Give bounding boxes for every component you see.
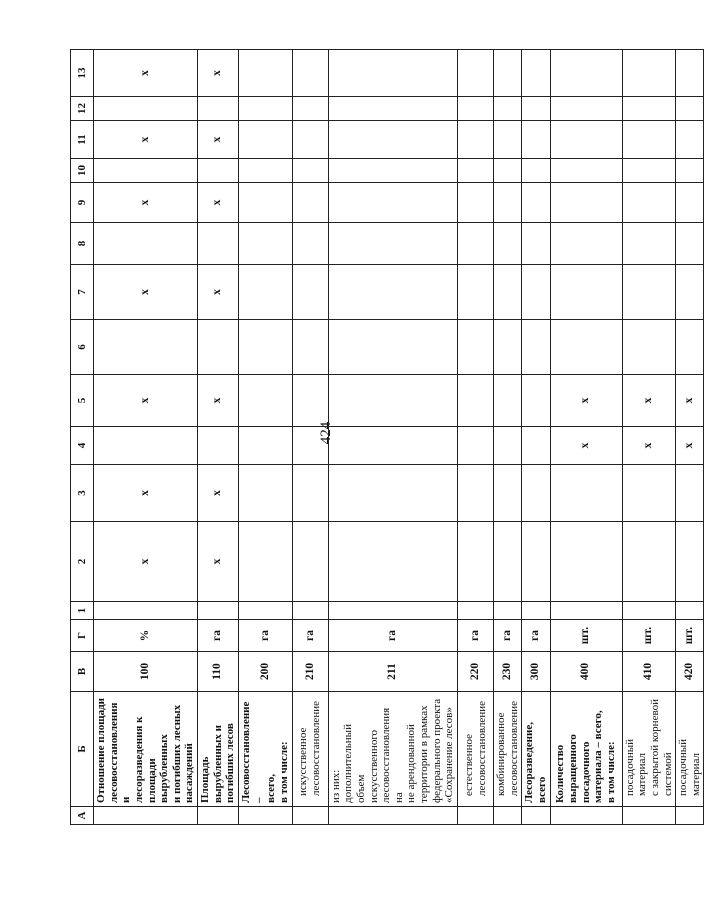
row-label-line: лесовосстановление: [475, 701, 488, 796]
data-cell: [328, 97, 457, 121]
row-code: 420: [676, 652, 704, 692]
report-table: [70, 49, 704, 825]
column-header: 6: [71, 320, 94, 375]
cell-a: [94, 807, 198, 825]
data-cell: [494, 159, 522, 183]
data-cell: [550, 183, 622, 223]
rotated-table-sheet: [70, 50, 702, 825]
data-cell: [622, 50, 676, 97]
data-cell: [550, 602, 622, 620]
row-unit: шт.: [550, 620, 622, 652]
data-cell: х: [550, 427, 622, 465]
data-cell: х: [198, 375, 239, 427]
data-cell: [522, 465, 550, 522]
data-cell: [292, 320, 328, 375]
data-cell: [676, 522, 704, 602]
data-cell: [550, 522, 622, 602]
data-cell: х: [622, 427, 676, 465]
column-header: 4: [71, 427, 94, 465]
data-cell: [676, 223, 704, 265]
data-cell: [239, 223, 293, 265]
cell-a: [458, 807, 494, 825]
row-label: [622, 692, 676, 807]
data-cell: [458, 375, 494, 427]
row-label-line: естественное: [462, 734, 475, 796]
data-cell: [198, 159, 239, 183]
data-cell: [550, 320, 622, 375]
row-code: 210: [292, 652, 328, 692]
data-cell: [292, 522, 328, 602]
data-cell: х: [198, 50, 239, 97]
row-label-line: искусственного: [367, 729, 380, 803]
data-cell: х: [94, 522, 198, 602]
data-cell: [292, 50, 328, 97]
row-unit: шт.: [622, 620, 676, 652]
data-cell: х: [94, 465, 198, 522]
table-row: [328, 50, 457, 825]
data-cell: [458, 183, 494, 223]
data-cell: [239, 50, 293, 97]
column-header: Г: [71, 620, 94, 652]
column-header: 3: [71, 465, 94, 522]
data-cell: [458, 522, 494, 602]
data-cell: [239, 375, 293, 427]
row-label: [676, 692, 704, 807]
row-label-line: федерального проекта: [430, 698, 443, 803]
data-cell: [328, 522, 457, 602]
data-cell: [94, 602, 198, 620]
data-cell: [676, 465, 704, 522]
row-label-line: дополнительный объем: [342, 724, 367, 803]
data-cell: [458, 121, 494, 159]
data-cell: [522, 427, 550, 465]
column-header: 13: [71, 50, 94, 97]
data-cell: [494, 602, 522, 620]
column-header: 7: [71, 265, 94, 320]
page-number: 424: [317, 421, 334, 445]
data-cell: х: [198, 121, 239, 159]
row-label-line: Лесоразведение, всего: [523, 722, 548, 803]
row-label-line: материала – всего,: [592, 710, 605, 803]
row-unit: га: [292, 620, 328, 652]
data-cell: [622, 522, 676, 602]
row-label-line: Отношение площади: [95, 698, 107, 803]
row-label-line: выращенного: [567, 734, 580, 803]
data-cell: [292, 602, 328, 620]
row-label-line: Лесовосстановление –: [240, 701, 265, 803]
row-code: 300: [522, 652, 550, 692]
table-row: [522, 50, 550, 825]
data-cell: [292, 465, 328, 522]
data-cell: [94, 223, 198, 265]
row-label-line: посадочный материал: [623, 738, 649, 796]
row-label-line: посадочный материал: [677, 738, 702, 796]
data-cell: [522, 265, 550, 320]
row-label: [458, 692, 494, 807]
data-cell: [198, 223, 239, 265]
data-cell: х: [94, 183, 198, 223]
data-cell: [676, 159, 704, 183]
data-cell: [550, 121, 622, 159]
data-cell: [94, 427, 198, 465]
data-cell: [522, 183, 550, 223]
data-cell: [622, 159, 676, 183]
row-unit: га: [522, 620, 550, 652]
data-cell: [622, 183, 676, 223]
column-header: Б: [71, 692, 94, 807]
data-cell: [494, 121, 522, 159]
data-cell: [328, 465, 457, 522]
data-cell: [458, 465, 494, 522]
data-cell: [94, 159, 198, 183]
data-cell: [292, 223, 328, 265]
row-label-line: всего,: [265, 774, 278, 803]
row-label: [328, 692, 457, 807]
row-label-line: погибших лесов: [224, 723, 237, 803]
row-label-line: территории в рамках: [418, 705, 431, 803]
row-code: 220: [458, 652, 494, 692]
data-cell: [622, 265, 676, 320]
data-cell: [458, 159, 494, 183]
data-cell: [239, 97, 293, 121]
data-cell: [676, 320, 704, 375]
row-label-line: насаждений: [183, 743, 196, 803]
data-cell: [198, 320, 239, 375]
data-cell: [494, 320, 522, 375]
data-cell: [676, 50, 704, 97]
data-cell: [550, 159, 622, 183]
data-cell: х: [676, 427, 704, 465]
cell-a: [522, 807, 550, 825]
row-unit: га: [239, 620, 293, 652]
data-cell: [292, 183, 328, 223]
data-cell: [676, 602, 704, 620]
row-label-line: Площадь вырубленных и: [199, 725, 224, 803]
table-row: [198, 50, 239, 825]
row-code: 200: [239, 652, 293, 692]
row-label-line: с закрытой корневой: [648, 699, 661, 796]
data-cell: [328, 375, 457, 427]
table-row: [494, 50, 522, 825]
data-cell: [522, 320, 550, 375]
data-cell: [676, 183, 704, 223]
data-cell: [292, 265, 328, 320]
data-cell: [328, 183, 457, 223]
data-cell: х: [198, 522, 239, 602]
data-cell: [94, 320, 198, 375]
row-label-line: Количество: [554, 744, 567, 803]
data-cell: [239, 183, 293, 223]
row-code: 100: [94, 652, 198, 692]
data-cell: [622, 320, 676, 375]
data-cell: [550, 223, 622, 265]
column-header: В: [71, 652, 94, 692]
data-cell: [292, 375, 328, 427]
data-cell: [198, 97, 239, 121]
column-header: 1: [71, 602, 94, 620]
data-cell: [458, 223, 494, 265]
data-cell: [328, 223, 457, 265]
data-cell: [458, 97, 494, 121]
row-label: [198, 692, 239, 807]
data-cell: [622, 121, 676, 159]
data-cell: [198, 427, 239, 465]
row-label-line: «Сохранение лесов»: [443, 707, 456, 803]
data-cell: [239, 465, 293, 522]
row-label-line: лесовосстановление: [310, 701, 323, 796]
row-label: [550, 692, 622, 807]
data-cell: [622, 602, 676, 620]
cell-a: [622, 807, 676, 825]
table-row: [458, 50, 494, 825]
data-cell: [239, 159, 293, 183]
row-label-line: искусственное: [297, 727, 310, 796]
cell-a: [328, 807, 457, 825]
data-cell: [239, 522, 293, 602]
data-cell: [292, 121, 328, 159]
data-cell: [328, 320, 457, 375]
data-cell: [239, 602, 293, 620]
data-cell: [239, 320, 293, 375]
data-cell: х: [622, 375, 676, 427]
row-unit: га: [328, 620, 457, 652]
row-label-line: не арендованной: [405, 724, 418, 803]
data-cell: [522, 522, 550, 602]
column-header: 5: [71, 375, 94, 427]
data-cell: [292, 159, 328, 183]
data-cell: [522, 159, 550, 183]
row-label-line: лесовосстановление: [507, 701, 520, 796]
cell-a: [198, 807, 239, 825]
row-label-line: лесовосстановления на: [380, 707, 405, 803]
row-label: [494, 692, 522, 807]
table-row: [550, 50, 622, 825]
data-cell: х: [198, 465, 239, 522]
column-header: 8: [71, 223, 94, 265]
row-code: 211: [328, 652, 457, 692]
data-cell: [239, 265, 293, 320]
row-code: 400: [550, 652, 622, 692]
row-unit: га: [198, 620, 239, 652]
data-cell: х: [94, 121, 198, 159]
data-cell: х: [550, 375, 622, 427]
column-header: 11: [71, 121, 94, 159]
data-cell: [494, 375, 522, 427]
data-cell: [622, 97, 676, 121]
data-cell: [458, 602, 494, 620]
row-label-line: лесоразведения к: [132, 716, 145, 803]
row-code: 230: [494, 652, 522, 692]
table-row: [676, 50, 704, 825]
data-cell: [494, 50, 522, 97]
cell-a: [550, 807, 622, 825]
data-cell: [494, 97, 522, 121]
data-cell: [458, 320, 494, 375]
data-cell: х: [198, 265, 239, 320]
data-cell: х: [94, 375, 198, 427]
data-cell: [494, 465, 522, 522]
row-label-line: из них:: [329, 769, 342, 803]
data-cell: [328, 602, 457, 620]
column-header: 10: [71, 159, 94, 183]
data-cell: [239, 427, 293, 465]
data-cell: [328, 265, 457, 320]
data-cell: х: [94, 265, 198, 320]
row-code: 410: [622, 652, 676, 692]
row-label-line: посадочного: [579, 741, 592, 803]
data-cell: [522, 375, 550, 427]
data-cell: [522, 97, 550, 121]
data-cell: [676, 121, 704, 159]
data-cell: [494, 522, 522, 602]
data-cell: [458, 50, 494, 97]
table-body: [94, 50, 704, 825]
data-cell: [550, 97, 622, 121]
data-cell: [550, 465, 622, 522]
data-cell: [676, 97, 704, 121]
data-cell: х: [94, 50, 198, 97]
table-row: [94, 50, 198, 825]
row-label-line: и погибших лесных: [170, 704, 183, 803]
row-label-line: лесовосстановления и: [107, 702, 133, 803]
header-row: [71, 50, 94, 825]
data-cell: [494, 265, 522, 320]
row-label-line: комбинированное: [495, 712, 508, 796]
row-unit: шт.: [676, 620, 704, 652]
data-cell: [239, 121, 293, 159]
data-cell: [292, 97, 328, 121]
cell-a: [239, 807, 293, 825]
data-cell: [622, 465, 676, 522]
cell-a: [292, 807, 328, 825]
column-header: 9: [71, 183, 94, 223]
data-cell: [522, 121, 550, 159]
data-cell: [198, 602, 239, 620]
row-label: [522, 692, 550, 807]
row-unit: га: [494, 620, 522, 652]
column-header: 12: [71, 97, 94, 121]
row-label-line: площади вырубленных: [145, 734, 171, 803]
data-cell: [550, 265, 622, 320]
row-label: [94, 692, 198, 807]
data-cell: [622, 223, 676, 265]
column-header: 2: [71, 522, 94, 602]
table-row: [292, 50, 328, 825]
row-label-line: в том числе:: [277, 741, 290, 803]
data-cell: [94, 97, 198, 121]
data-cell: [328, 427, 457, 465]
data-cell: х: [198, 183, 239, 223]
data-cell: [550, 50, 622, 97]
data-cell: [494, 183, 522, 223]
table-row: [239, 50, 293, 825]
cell-a: [494, 807, 522, 825]
row-code: 110: [198, 652, 239, 692]
row-label: [239, 692, 293, 807]
row-label-line: в том числе:: [605, 741, 618, 803]
data-cell: [494, 427, 522, 465]
data-cell: [522, 602, 550, 620]
data-cell: [328, 121, 457, 159]
data-cell: [522, 50, 550, 97]
row-unit: %: [94, 620, 198, 652]
data-cell: [494, 223, 522, 265]
data-cell: х: [676, 375, 704, 427]
row-label-line: системой: [661, 752, 674, 796]
data-cell: [676, 265, 704, 320]
data-cell: [522, 223, 550, 265]
data-cell: [458, 265, 494, 320]
data-cell: [328, 159, 457, 183]
row-unit: га: [458, 620, 494, 652]
cell-a: [676, 807, 704, 825]
data-cell: [458, 427, 494, 465]
data-cell: [328, 50, 457, 97]
row-label: [292, 692, 328, 807]
data-cell: [292, 427, 328, 465]
table-row: [622, 50, 676, 825]
column-header: А: [71, 807, 94, 825]
